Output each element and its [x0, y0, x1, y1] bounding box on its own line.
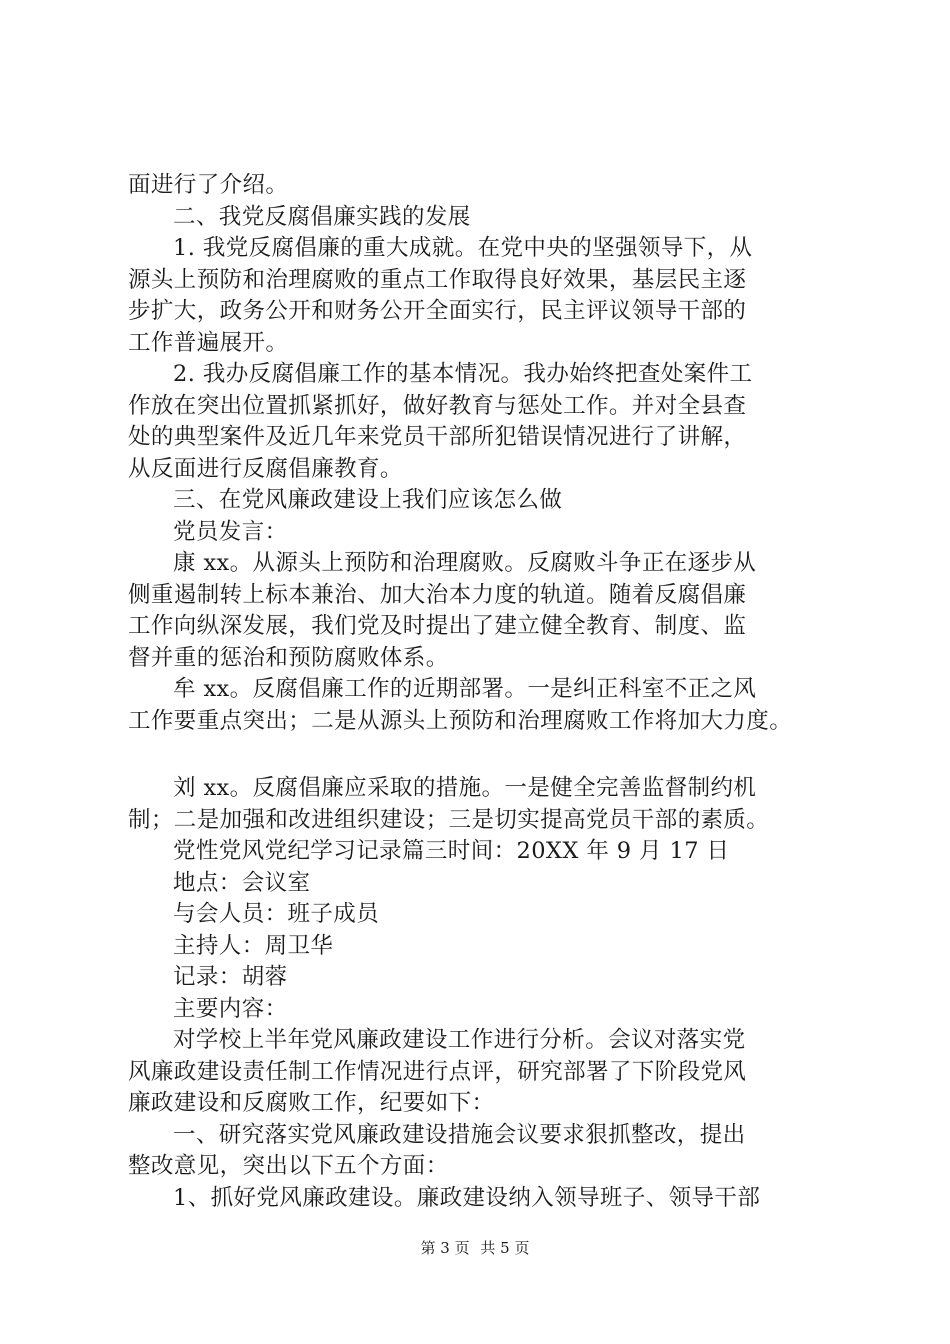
text-line: 康 xx。从源头上预防和治理腐败。反腐败斗争正在逐步从 — [173, 550, 757, 576]
text-line: 与会人员：班子成员 — [173, 901, 380, 927]
text-line: 工作普遍展开。 — [128, 329, 289, 356]
text-line: 1. 我党反腐倡廉的重大成就。在党中央的坚强领导下，从 — [173, 235, 753, 261]
text-line: 记录：胡蓉 — [173, 964, 288, 990]
text-line: 对学校上半年党风廉政建设工作进行分析。会议对落实党 — [173, 1027, 746, 1053]
section-heading: 三、在党风廉政建设上我们应该怎么做 — [173, 487, 563, 513]
page-number: 第 3 页 — [420, 1239, 470, 1257]
text-line: 面进行了介绍。 — [128, 172, 289, 198]
page-total: 共 5 页 — [480, 1239, 530, 1257]
text-line: 工作向纵深发展，我们党及时提出了建立健全教育、制度、监 — [128, 613, 747, 639]
text-line: 主持人：周卫华 — [173, 932, 334, 959]
text-line: 从反面进行反腐倡廉教育。 — [128, 455, 403, 482]
document-body — [128, 170, 828, 1214]
text-line: 1、抓好党风廉政建设。廉政建设纳入领导班子、领导干部 — [173, 1184, 761, 1211]
text-line: 主要内容： — [173, 995, 288, 1022]
text-line: 督并重的惩治和预防腐败体系。 — [128, 644, 449, 671]
text-line: 处的典型案件及近几年来党员干部所犯错误情况进行了讲解， — [128, 424, 747, 450]
text-line: 牟 xx。反腐倡廉工作的近期部署。一是纠正科室不正之风 — [173, 676, 757, 702]
text-line: 工作要重点突出；二是从源头上预防和治理腐败工作将加大力度。 — [128, 707, 793, 734]
text-line: 2. 我办反腐倡廉工作的基本情况。我办始终把查处案件工 — [173, 361, 753, 387]
section-heading: 二、我党反腐倡廉实践的发展 — [173, 203, 471, 230]
text-line: 作放在突出位置抓紧抓好，做好教育与惩处工作。并对全县查 — [128, 392, 747, 419]
text-line: 廉政建设和反腐败工作，纪要如下： — [128, 1090, 495, 1116]
page-footer — [0, 1238, 950, 1258]
text-line: 源头上预防和治理腐败的重点工作取得良好效果，基层民主逐 — [128, 266, 747, 293]
text-line: 步扩大，政务公开和财务公开全面实行，民主评议领导干部的 — [128, 298, 747, 324]
text-line: 一、研究落实党风廉政建设措施会议要求狠抓整改，提出 — [173, 1121, 746, 1148]
text-line: 侧重遏制转上标本兼治、加大治本力度的轨道。随着反腐倡廉 — [128, 581, 747, 608]
text-line: 党员发言： — [173, 518, 288, 545]
text-line: 整改意见，突出以下五个方面： — [128, 1153, 449, 1179]
text-line: 制；二是加强和改进组织建设；三是切实提高党员干部的素质。 — [128, 806, 770, 833]
text-line: 刘 xx。反腐倡廉应采取的措施。一是健全完善监督制约机 — [173, 775, 757, 801]
text-line: 党性党风党纪学习记录篇三时间：20XX 年 9 月 17 日 — [173, 838, 730, 864]
paragraph-gap — [128, 737, 828, 773]
text-line: 地点：会议室 — [173, 869, 311, 896]
text-line: 风廉政建设责任制工作情况进行点评，研究部署了下阶段党风 — [128, 1058, 747, 1085]
